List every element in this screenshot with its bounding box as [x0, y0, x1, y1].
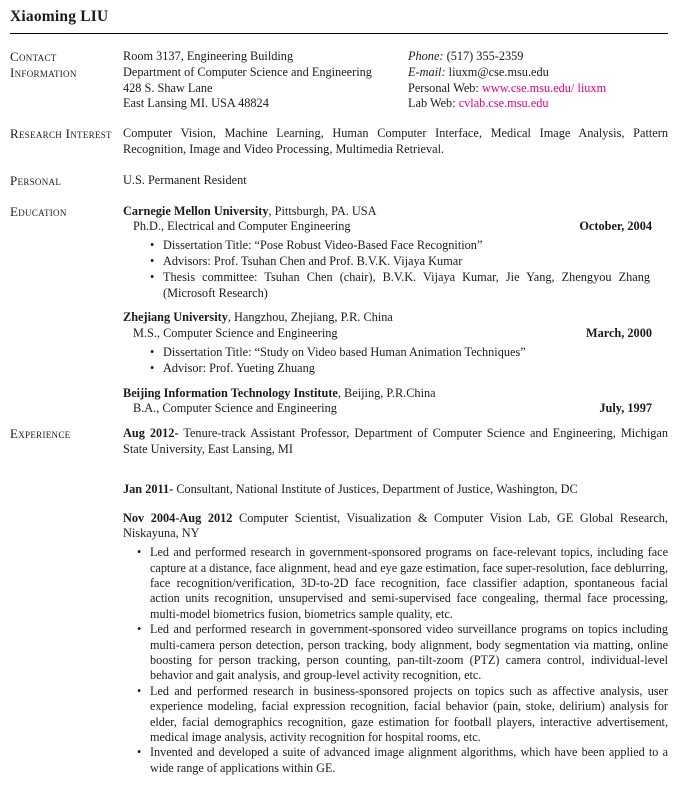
contact-address: [123, 49, 408, 112]
degree: Ph.D., Electrical and Computer Engineering: [133, 219, 351, 234]
contact-details: [408, 49, 668, 112]
experience-entry-nij: [123, 482, 668, 498]
section-personal: [10, 173, 668, 189]
section-label-research-interest: Research Interest: [10, 126, 112, 142]
experience-bullet: • Led and performed research in government-sponsored programs on face-relevant topics, including face capture at a distance, face alignment, head and eye gaze estimation, face super-resolution, face deblurring, face recognition/verification, 3D-to-2D face recognition, face classifier adaption, spontaneous facial action units recognition, unsupervised and semi-supervised face congealing, thermal face processing, multi-model biometrics fusion, biometrics sample quality, etc.: [150, 545, 668, 622]
personal-web-label: Personal Web:: [408, 80, 479, 95]
experience-entry-msu: [123, 426, 668, 458]
header-rule: [10, 33, 668, 34]
job-text: Computer Scientist, Visualization & Computer Vision Lab, GE Global Research, Niskayuna, NY: [123, 510, 669, 541]
education-content: [123, 204, 668, 418]
education-bullets: [123, 238, 668, 301]
degree-date: October, 2004: [579, 219, 652, 234]
degree-date: March, 2000: [585, 326, 652, 341]
section-experience: [10, 426, 668, 776]
education-entry-beijing: [123, 386, 668, 418]
job-heading: [123, 511, 668, 543]
contact-lab-web-row: [408, 96, 668, 112]
job-date: Nov 2004-Aug 2012: [123, 510, 233, 525]
job-date: Jan 2011-: [123, 481, 174, 496]
job-text: Tenure-track Assistant Professor, Department of Computer Science and Engineering, Michigan State University, East Lansing, MI: [123, 426, 668, 456]
education-bullets: [123, 345, 668, 377]
experience-content: [123, 426, 668, 776]
school-name: Beijing Information Technology Institute: [123, 385, 338, 400]
section-label-education: Education: [10, 203, 67, 219]
degree-date: July, 1997: [599, 401, 652, 416]
phone-label: Phone:: [408, 49, 444, 63]
education-bullet: • Advisor: Prof. Yueting Zhuang: [163, 361, 650, 377]
experience-bullet: • Led and performed research in government-sponsored video surveillance programs on topics including multi-camera person detection, person tracking, body alignment, body segmentation via matting, online boosting for person tracking, person counting, pan-tilt-zoom (PTZ) camera control, individual-level behavior and gait analysis, and group-level activity recognition, etc.: [150, 622, 668, 684]
experience-bullet: • Led and performed research in business-sponsored projects on topics such as affective analysis, user experience modeling, facial expression recognition, facial behavior (pain, stoke, delirium) analysis for elder, facial demographics recognition, gaze estimation for football players, interactive advertisement, medical image analysis, activity recognition for hospital rooms, etc.: [150, 684, 668, 746]
school-location: , Beijing, P.R.China: [337, 385, 436, 400]
section-contact: [10, 49, 668, 112]
contact-email-row: [408, 65, 668, 81]
degree-line: [133, 401, 668, 417]
email-value: liuxm@cse.msu.edu: [448, 64, 549, 79]
education-bullet: • Dissertation Title: “Pose Robust Video-Based Face Recognition”: [163, 238, 650, 254]
degree: M.S., Computer Science and Engineering: [133, 326, 338, 341]
degree-line: [133, 219, 668, 235]
experience-entry-ge: [123, 511, 668, 777]
lab-web-label: Lab Web:: [408, 96, 456, 111]
phone-value: (517) 355-2359: [446, 49, 524, 63]
email-label: E-mail:: [408, 64, 446, 79]
education-entry-cmu: [123, 204, 668, 302]
section-education: [10, 204, 668, 418]
school-location: , Pittsburgh, PA. USA: [268, 203, 377, 218]
degree-line: [133, 326, 668, 342]
cv-header: [10, 7, 668, 34]
section-research-interest: [10, 126, 668, 158]
contact-personal-web-row: [408, 81, 668, 97]
education-bullet: • Advisors: Prof. Tsuhan Chen and Prof. B.V.K. Vijaya Kumar: [163, 254, 650, 270]
research-interest-text: Computer Vision, Machine Learning, Human Computer Interface, Medical Image Analysis, Pattern Recognition, Image and Video Processing, Multimedia Retrieval.: [123, 126, 668, 156]
personal-web-link[interactable]: www.cse.msu.edu/ liuxm: [481, 80, 607, 95]
education-bullet: • Thesis committee: Tsuhan Chen (chair), B.V.K. Vijaya Kumar, Jie Yang, Zhengyou Zhang (Microsoft Research): [163, 270, 650, 302]
education-bullet: • Dissertation Title: “Study on Video based Human Animation Techniques”: [163, 345, 650, 361]
degree: B.A., Computer Science and Engineering: [133, 401, 337, 416]
section-label-personal: Personal: [10, 172, 62, 188]
address-line: Room 3137, Engineering Building: [123, 49, 294, 63]
page-title: Xiaoming LIU: [10, 8, 109, 25]
education-entry-zhejiang: [123, 310, 668, 376]
school-title: [123, 386, 668, 402]
address-line: 428 S. Shaw Lane: [123, 80, 213, 95]
school-location: , Hangzhou, Zhejiang, P.R. China: [227, 310, 393, 325]
experience-bullet: • Invented and developed a suite of advanced image alignment algorithms, which have been applied to a wide range of applications within GE.: [150, 745, 668, 776]
school-title: [123, 310, 668, 326]
experience-bullets: [123, 545, 668, 776]
school-name: Zhejiang University: [123, 310, 228, 325]
address-line: East Lansing MI. USA 48824: [123, 96, 269, 111]
job-date: Aug 2012-: [123, 426, 179, 441]
contact-content: [123, 49, 668, 112]
personal-text: U.S. Permanent Resident: [123, 172, 247, 187]
contact-label-line2: Information: [10, 64, 77, 80]
section-label-experience: Experience: [10, 426, 71, 442]
school-name: Carnegie Mellon University: [123, 203, 269, 218]
school-title: [123, 204, 668, 220]
contact-label-line1: Contact: [10, 49, 57, 64]
lab-web-link[interactable]: cvlab.cse.msu.edu: [458, 96, 549, 111]
contact-phone-row: [408, 49, 668, 65]
job-text: Consultant, National Institute of Justices, Department of Justice, Washington, DC: [176, 481, 578, 496]
address-line: Department of Computer Science and Engineering: [123, 64, 372, 79]
section-label-contact: [10, 49, 123, 112]
